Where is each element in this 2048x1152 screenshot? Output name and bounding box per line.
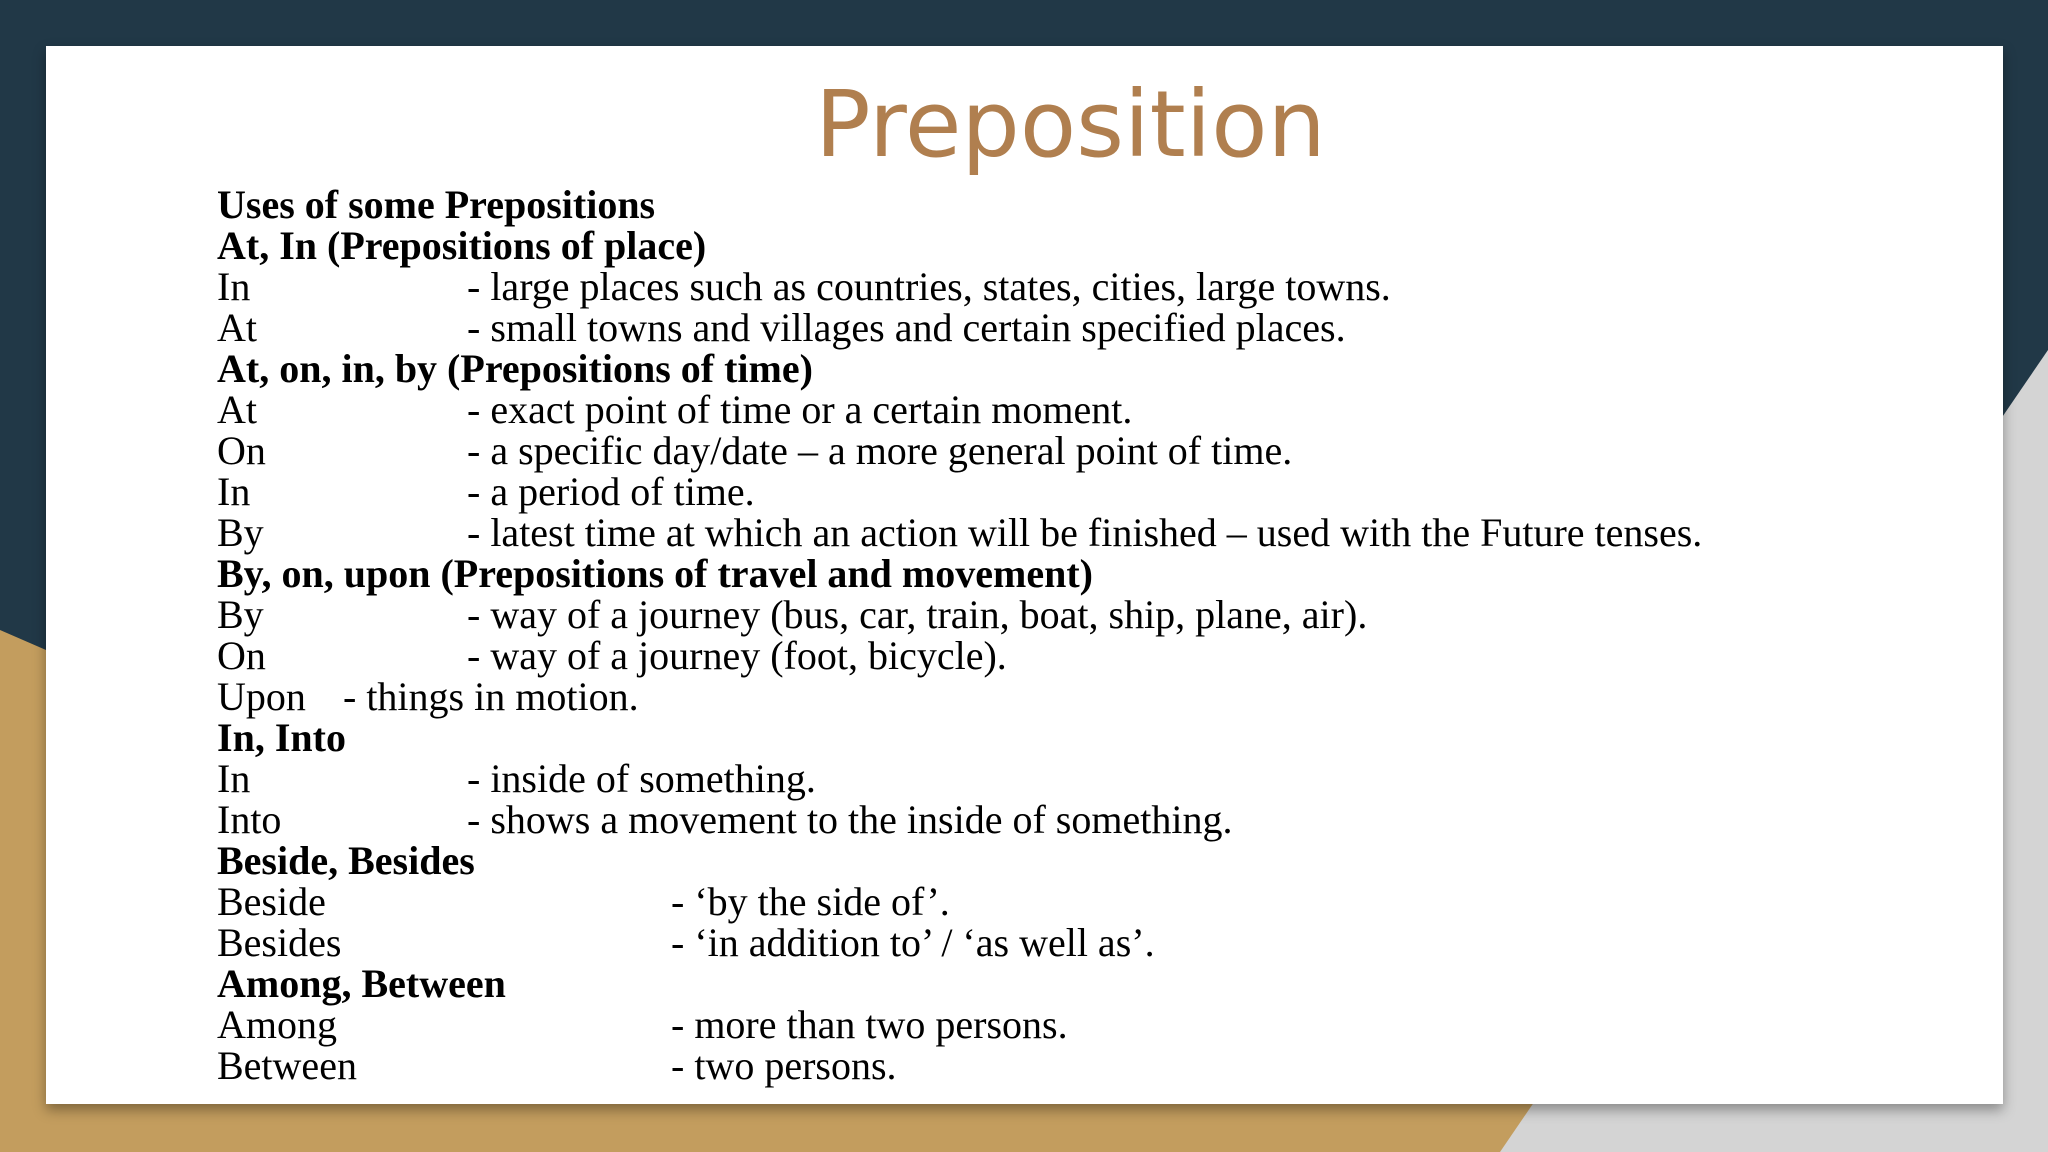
entry-description: - shows a movement to the inside of something. [467,797,1233,842]
slide-content [217,184,1977,1086]
section-heading: At, on, in, by (Prepositions of time) [217,346,813,391]
slide-title: Preposition [815,71,1326,178]
preposition-entry [217,881,1977,922]
entry-description: - way of a journey (bus, car, train, boat, ship, plane, air). [467,592,1368,637]
entry-description: - things in motion. [343,674,639,719]
preposition-entry [217,389,1977,430]
preposition-entry [217,635,1977,676]
entry-description: - exact point of time or a certain moment. [467,387,1133,432]
section-heading: Among, Between [217,961,506,1006]
entry-term: In [217,264,251,309]
entry-description: - ‘in addition to’ / ‘as well as’. [671,920,1155,965]
preposition-entry [217,1004,1977,1045]
preposition-entry [217,799,1977,840]
entry-term: Among [217,1002,337,1047]
entry-description: - two persons. [671,1043,897,1088]
section-heading: By, on, upon (Prepositions of travel and movement) [217,551,1093,596]
entry-description: - inside of something. [467,756,816,801]
entry-term: Upon [217,674,306,719]
preposition-entry [217,512,1977,553]
preposition-entry [217,471,1977,512]
entry-description: - ‘by the side of’. [671,879,950,924]
entry-description: - a period of time. [467,469,755,514]
section-heading: At, In (Prepositions of place) [217,223,707,268]
entry-description: - large places such as countries, states, cities, large towns. [467,264,1391,309]
preposition-entry [217,1045,1977,1086]
entry-term: On [217,633,266,678]
entry-term: Beside [217,879,326,924]
entry-term: On [217,428,266,473]
preposition-entry [217,266,1977,307]
section-heading: In, Into [217,715,346,760]
preposition-entry [217,758,1977,799]
preposition-entry [217,430,1977,471]
entry-description: - way of a journey (foot, bicycle). [467,633,1007,678]
entry-term: Between [217,1043,357,1088]
entry-description: - small towns and villages and certain specified places. [467,305,1346,350]
entry-term: Besides [217,920,342,965]
entry-term: In [217,756,251,801]
entry-term: By [217,510,264,555]
slide-card [46,46,2003,1104]
entry-term: Into [217,797,282,842]
section-heading: Beside, Besides [217,838,475,883]
entry-description: - latest time at which an action will be finished – used with the Future tenses. [467,510,1703,555]
preposition-entry [217,676,1977,717]
entry-description: - more than two persons. [671,1002,1068,1047]
entry-description: - a specific day/date – a more general point of time. [467,428,1293,473]
preposition-entry [217,922,1977,963]
entry-term: At [217,305,257,350]
section-heading: Uses of some Prepositions [217,182,656,227]
entry-term: In [217,469,251,514]
entry-term: By [217,592,264,637]
preposition-entry [217,594,1977,635]
preposition-entry [217,307,1977,348]
entry-term: At [217,387,257,432]
